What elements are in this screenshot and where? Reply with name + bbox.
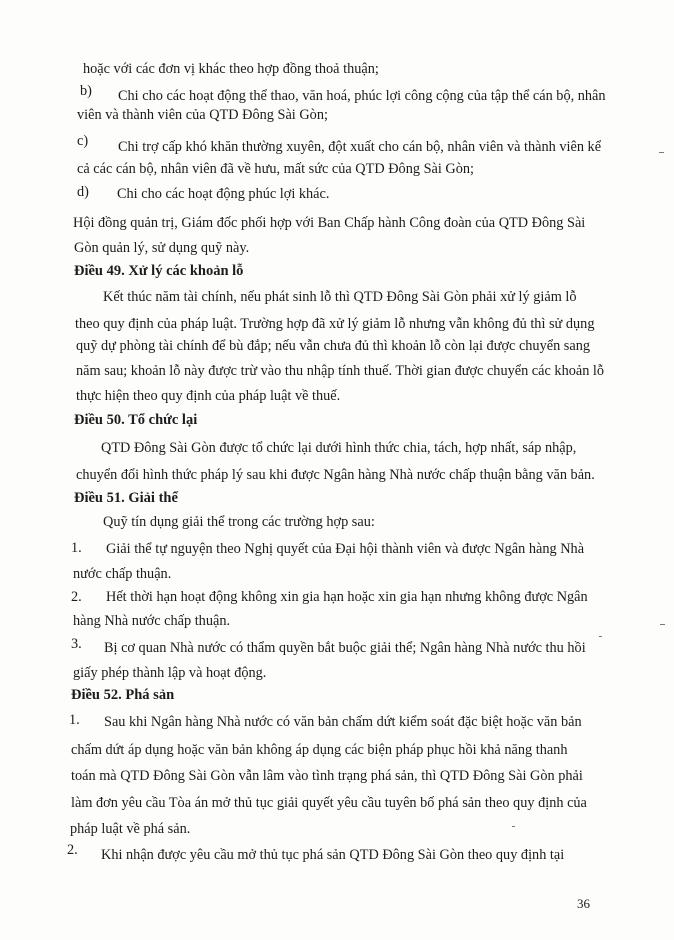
list-item-line: làm đơn yêu cầu Tòa án mở thủ tục giải quyết yêu cầu tuyên bố phá sản theo quy định của bbox=[71, 795, 587, 811]
paragraph-line: năm sau; khoản lỗ này được trừ vào thu nhập tính thuế. Thời gian được chuyển các khoản lỗ bbox=[76, 363, 605, 379]
paragraph-line: hoặc với các đơn vị khác theo hợp đồng thoả thuận; bbox=[83, 61, 379, 77]
list-item-line: viên và thành viên của QTD Đông Sài Gòn; bbox=[77, 107, 328, 123]
paragraph-line: chuyển đổi hình thức pháp lý sau khi được Ngân hàng Nhà nước chấp thuận bằng văn bản. bbox=[76, 467, 595, 483]
paragraph-line: Quỹ tín dụng giải thể trong các trường hợp sau: bbox=[103, 514, 375, 530]
article-heading: Điều 49. Xử lý các khoản lỗ bbox=[74, 263, 244, 279]
paragraph-line: theo quy định của pháp luật. Trường hợp đã xử lý giảm lỗ nhưng vẫn không đủ thì sử dụng bbox=[75, 316, 595, 332]
article-heading: Điều 52. Phá sản bbox=[71, 687, 175, 703]
paragraph-line: quỹ dự phòng tài chính để bù đắp; nếu vẫn chưa đủ thì khoản lỗ còn lại được chuyển sang bbox=[76, 338, 591, 354]
list-item-line: cả các cán bộ, nhân viên đã về hưu, mất sức của QTD Đông Sài Gòn; bbox=[77, 161, 475, 177]
scan-speck bbox=[660, 624, 665, 625]
list-marker: c) bbox=[77, 133, 89, 149]
list-item-line: Hết thời hạn hoạt động không xin gia hạn hoặc xin gia hạn nhưng không được Ngân bbox=[106, 589, 588, 605]
list-item-line: Giải thể tự nguyện theo Nghị quyết của Đại hội thành viên và được Ngân hàng Nhà bbox=[106, 541, 585, 557]
list-item-line: pháp luật về phá sản. bbox=[70, 821, 191, 837]
article-heading: Điều 50. Tổ chức lại bbox=[74, 412, 198, 428]
list-item-line: Chi cho các hoạt động phúc lợi khác. bbox=[117, 186, 330, 202]
list-item-line: nước chấp thuận. bbox=[73, 566, 172, 582]
paragraph-line: Gòn quản lý, sử dụng quỹ này. bbox=[74, 240, 250, 256]
list-marker: 1. bbox=[71, 540, 82, 556]
list-marker: 1. bbox=[69, 712, 80, 728]
list-item-line: toán mà QTD Đông Sài Gòn vẫn lâm vào tình trạng phá sản, thì QTD Đông Sài Gòn phải bbox=[71, 768, 583, 784]
list-marker: d) bbox=[77, 184, 89, 200]
list-item-line: Bị cơ quan Nhà nước có thẩm quyền bắt buộc giải thể; Ngân hàng Nhà nước thu hồi bbox=[104, 640, 586, 656]
list-marker: b) bbox=[80, 83, 92, 99]
scan-speck bbox=[512, 826, 515, 827]
scan-speck bbox=[599, 636, 602, 637]
list-marker: 2. bbox=[67, 842, 78, 858]
article-heading: Điều 51. Giải thể bbox=[74, 490, 178, 506]
list-marker: 2. bbox=[71, 589, 82, 605]
paragraph-line: Hội đồng quản trị, Giám đốc phối hợp với Ban Chấp hành Công đoàn của QTD Đông Sài bbox=[73, 215, 586, 231]
list-item-line: hàng Nhà nước chấp thuận. bbox=[73, 613, 231, 629]
paragraph-line: QTD Đông Sài Gòn được tổ chức lại dưới hình thức chia, tách, hợp nhất, sáp nhập, bbox=[101, 440, 577, 456]
list-marker: 3. bbox=[71, 636, 82, 652]
list-item-line: Chi cho các hoạt động thể thao, văn hoá, phúc lợi công cộng của tập thể cán bộ, nhân bbox=[118, 88, 606, 104]
list-item-line: Sau khi Ngân hàng Nhà nước có văn bản chấm dứt kiểm soát đặc biệt hoặc văn bản bbox=[104, 714, 582, 730]
paragraph-line: Kết thúc năm tài chính, nếu phát sinh lỗ thì QTD Đông Sài Gòn phải xử lý giảm lỗ bbox=[103, 289, 577, 305]
list-item-line: chấm dứt áp dụng hoặc văn bản không áp dụng các biện pháp phục hồi khả năng thanh bbox=[71, 742, 568, 758]
list-item-line: Chi trợ cấp khó khăn thường xuyên, đột xuất cho cán bộ, nhân viên và thành viên kể bbox=[118, 139, 602, 155]
list-item-line: Khi nhận được yêu cầu mở thủ tục phá sản QTD Đông Sài Gòn theo quy định tại bbox=[101, 847, 565, 863]
page-number: 36 bbox=[577, 896, 590, 911]
list-item-line: giấy phép thành lập và hoạt động. bbox=[73, 665, 267, 681]
scan-speck bbox=[659, 152, 664, 153]
paragraph-line: thực hiện theo quy định của pháp luật về thuế. bbox=[76, 388, 341, 404]
